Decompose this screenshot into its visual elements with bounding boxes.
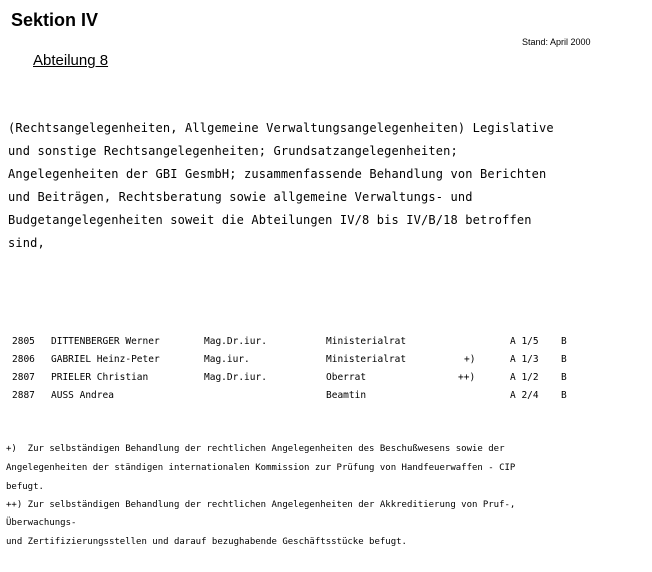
- staff-rank: Ministerialrat: [326, 336, 407, 347]
- description-line: und sonstige Rechtsangelegenheiten; Grundsatzangelegenheiten;: [8, 144, 458, 158]
- staff-grade: A 1/2: [510, 372, 539, 383]
- staff-class: B: [561, 372, 567, 383]
- staff-name: PRIELER Christian: [51, 372, 149, 383]
- staff-title: Mag.iur.: [204, 354, 250, 365]
- footnote-line: +) Zur selbständigen Behandlung der rechtlichen Angelegenheiten des Beschußwesens sowie der: [6, 444, 505, 454]
- stand-date: Stand: April 2000: [522, 37, 591, 47]
- staff-mark: +): [464, 354, 476, 365]
- description-line: (Rechtsangelegenheiten, Allgemeine Verwaltungsangelegenheiten) Legislative: [8, 121, 554, 135]
- footnote-line: befugt.: [6, 482, 44, 492]
- staff-number: 2805: [12, 336, 35, 347]
- staff-rank: Oberrat: [326, 372, 367, 383]
- staff-name: GABRIEL Heinz-Peter: [51, 354, 160, 365]
- staff-number: 2806: [12, 354, 35, 365]
- description-line: Angelegenheiten der GBI GesmbH; zusammenfassende Behandlung von Berichten: [8, 167, 547, 181]
- staff-number: 2887: [12, 390, 35, 401]
- staff-mark: ++): [458, 372, 476, 383]
- footnote-line: und Zertifizierungsstellen und darauf bezughabende Geschäftsstücke befugt.: [6, 537, 407, 547]
- department-title: Abteilung 8: [33, 52, 109, 69]
- staff-class: B: [561, 336, 567, 347]
- staff-title: Mag.Dr.iur.: [204, 336, 267, 347]
- description-line: sind,: [8, 236, 45, 250]
- staff-rank: Ministerialrat: [326, 354, 407, 365]
- description-line: und Beiträgen, Rechtsberatung sowie allgemeine Verwaltungs- und: [8, 190, 473, 204]
- staff-class: B: [561, 390, 567, 401]
- footnote-line: Angelegenheiten der ständigen internationalen Kommission zur Prüfung von Handfeuerwaffen - CIP: [6, 463, 516, 473]
- staff-grade: A 1/3: [510, 354, 539, 365]
- staff-class: B: [561, 354, 567, 365]
- staff-name: AUSS Andrea: [51, 390, 114, 401]
- staff-grade: A 1/5: [510, 336, 539, 347]
- staff-name: DITTENBERGER Werner: [51, 336, 160, 347]
- footnote-line: Überwachungs-: [6, 518, 77, 528]
- staff-number: 2807: [12, 372, 35, 383]
- footnote-line: ++) Zur selbständigen Behandlung der rechtlichen Angelegenheiten der Akkreditierung von Pruf-,: [6, 500, 516, 510]
- staff-rank: Beamtin: [326, 390, 367, 401]
- staff-title: Mag.Dr.iur.: [204, 372, 267, 383]
- staff-grade: A 2/4: [510, 390, 539, 401]
- description-line: Budgetangelegenheiten soweit die Abteilungen IV/8 bis IV/B/18 betroffen: [8, 213, 532, 227]
- section-title: Sektion IV: [11, 10, 99, 30]
